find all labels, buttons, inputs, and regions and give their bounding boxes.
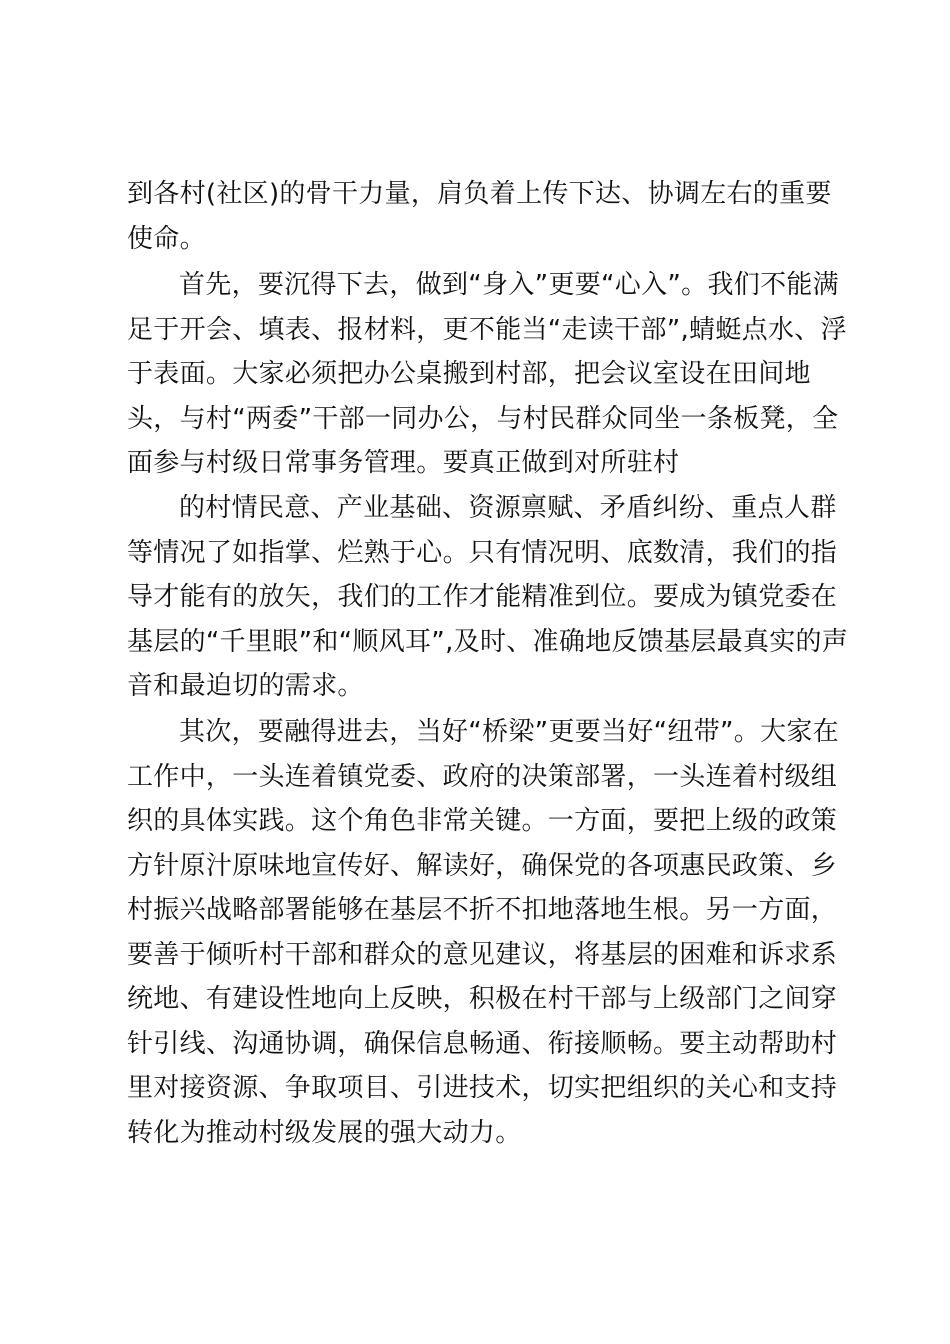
text-line: 等情况了如指掌、烂熟于心。只有情况明、底数清，我们的指: [127, 538, 838, 568]
text-line: 工作中，一头连着镇党委、政府的决策部署，一头连着村级组: [127, 762, 838, 792]
text-line: 导才能有的放矢，我们的工作才能精准到位。要成为镇党委在: [127, 582, 838, 612]
text-line: 音和最迫切的需求。: [127, 671, 364, 701]
text-line: 针引线、沟通协调，确保信息畅通、衔接顺畅。要主动帮助村: [127, 1029, 838, 1059]
text-line: 转化为推动村级发展的强大动力。: [127, 1118, 522, 1148]
text-line: 里对接资源、争取项目、引进技术，切实把组织的关心和支持: [127, 1073, 838, 1103]
text-line: 面参与村级日常事务管理。要真正做到对所驻村: [127, 448, 680, 478]
paragraph-first-line: 首先，要沉得下去，做到“身入”更要“心入”。我们不能满: [179, 270, 839, 300]
paragraph-first-line: 的村情民意、产业基础、资源禀赋、矛盾纠纷、重点人群: [179, 493, 837, 523]
text-line: 村振兴战略部署能够在基层不折不扣地落地生根。另一方面，: [127, 895, 838, 925]
text-line: 于表面。大家必须把办公桌搬到村部，把会议室设在田间地: [127, 359, 811, 389]
text-line: 头，与村“两委”干部一同办公，与村民群众同坐一条板凳，全: [127, 404, 839, 434]
text-line: 方针原汁原味地宣传好、解读好，确保党的各项惠民政策、乡: [127, 851, 838, 881]
text-line: 要善于倾听村干部和群众的意见建议，将基层的困难和诉求系: [127, 940, 838, 970]
text-line: 基层的“千里眼”和“顺风耳”,及时、准确地反馈基层最真实的声: [127, 627, 849, 657]
text-line: 统地、有建设性地向上反映，积极在村干部与上级部门之间穿: [127, 984, 838, 1014]
paragraph-first-line: 其次，要融得进去，当好“桥梁”更要当好“纽带”。大家在: [179, 717, 839, 747]
text-line: 足于开会、填表、报材料，更不能当“走读干部”,蜻蜓点水、浮: [127, 315, 847, 345]
text-line: 到各村(社区)的骨干力量，肩负着上传下达、协调左右的重要: [127, 179, 832, 209]
text-line: 织的具体实践。这个角色非常关键。一方面，要把上级的政策: [127, 806, 838, 836]
text-line: 使命。: [127, 224, 206, 254]
